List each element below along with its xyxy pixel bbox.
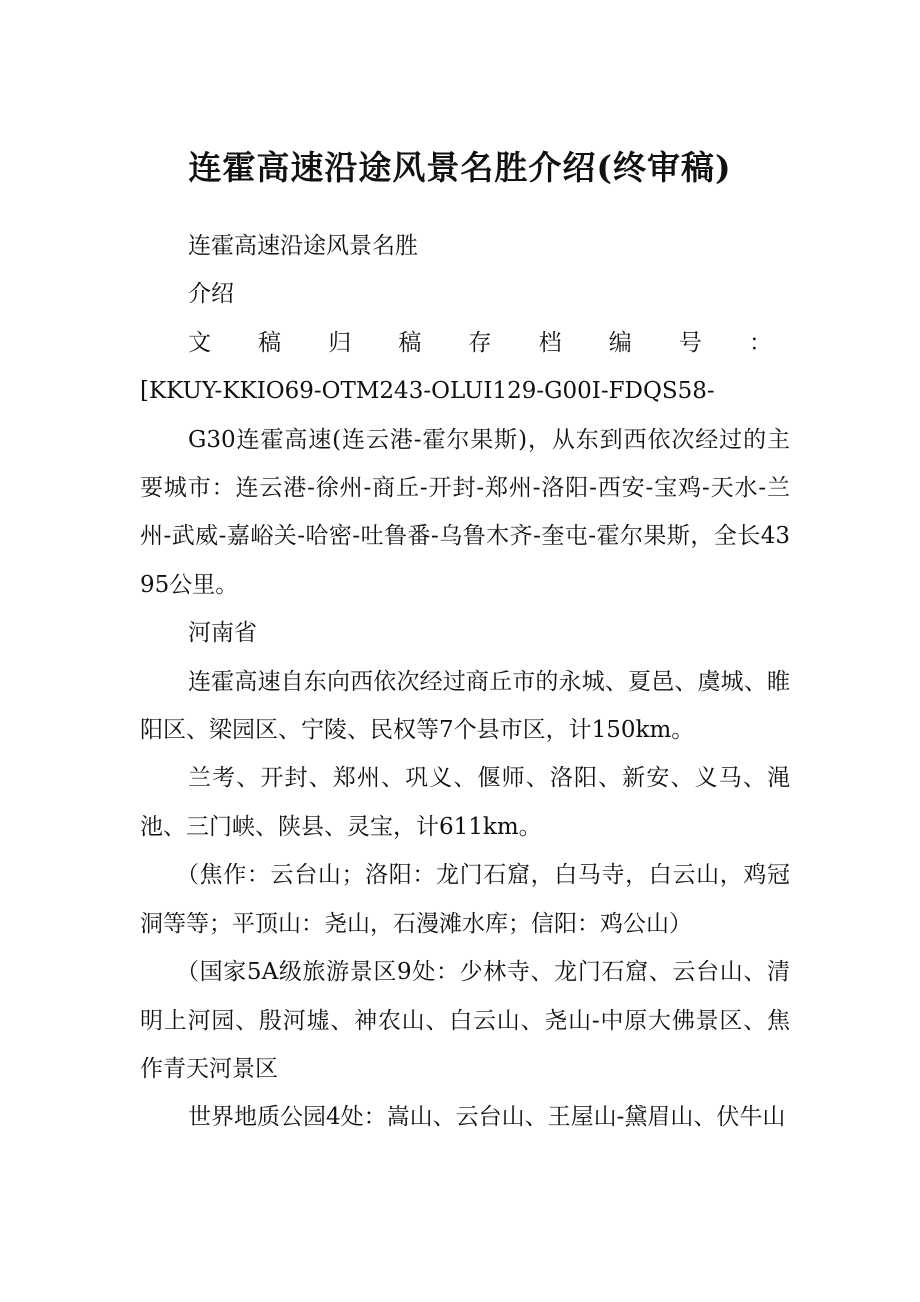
- archive-label-char: 号: [678, 329, 702, 356]
- archive-label-char: 归: [328, 329, 352, 356]
- heading-line-1: 连霍高速沿途风景名胜: [188, 233, 418, 259]
- paragraph-national-5a: （国家5A级旅游景区9处：少林寺、龙门石窟、云台山、清明上河园、殷河墟、神农山、白云山、尧山-中原大佛景区、焦作青天河景区: [140, 959, 790, 1082]
- heading-line-2: 介绍: [188, 281, 234, 308]
- paragraph-geoparks: 世界地质公园4处：嵩山、云台山、王屋山-黛眉山、伏牛山: [188, 1104, 786, 1131]
- archive-code: [KKUY-KKIO69-OTM243-OLUI129-G00I-FDQS58-: [140, 378, 715, 405]
- paragraph-scenic-spots: （焦作：云台山；洛阳：龙门石窟，白马寺，白云山，鸡冠洞等等；平顶山：尧山，石漫滩水库；信阳：鸡公山）: [140, 862, 790, 937]
- archive-label-char: 稿: [398, 329, 422, 356]
- archive-label-char: ：: [749, 329, 772, 356]
- archive-label-char: 稿: [258, 329, 282, 356]
- document-body: [140, 222, 790, 1142]
- document-title: 连霍高速沿途风景名胜介绍(终审稿): [188, 148, 732, 187]
- archive-label-char: 档: [538, 329, 562, 356]
- archive-number-label: [140, 319, 790, 367]
- paragraph-g30-intro: G30连霍高速(连云港-霍尔果斯)，从东到西依次经过的主要城市：连云港-徐州-商丘-开封-郑州-洛阳-西安-宝鸡-天水-兰州-武威-嘉峪关-哈密-吐鲁番-乌鲁木齐-奎屯-霍尔果斯，全长4395公里。: [140, 426, 790, 598]
- archive-label-char: 文: [188, 329, 211, 356]
- section-heading-henan: 河南省: [188, 620, 257, 647]
- paragraph-luoyang-route: 兰考、开封、郑州、巩义、偃师、洛阳、新安、义马、渑池、三门峡、陕县、灵宝，计611km。: [140, 765, 790, 840]
- archive-label-char: 存: [468, 329, 492, 356]
- archive-label-char: 编: [608, 329, 632, 356]
- paragraph-shangqiu-route: 连霍高速自东向西依次经过商丘市的永城、夏邑、虞城、睢阳区、梁园区、宁陵、民权等7个县市区，计150km。: [140, 668, 790, 744]
